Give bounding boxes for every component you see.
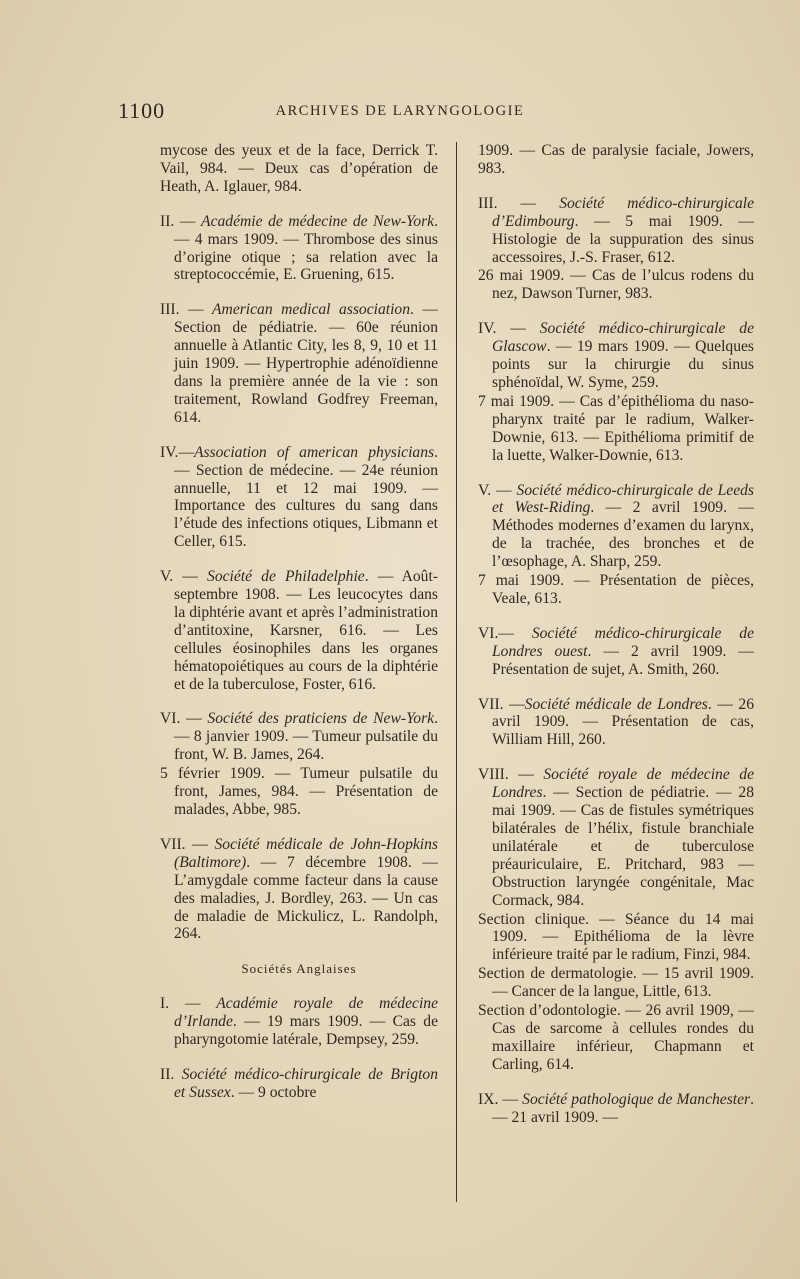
society-title: Académie royale de médecine d’Irlande xyxy=(174,995,438,1031)
entry-academie-new-york: II. — Académie de médecine de New-York. — 4 mars 1909. — Thrombose des sinus d’origine otique ; sa relation avec la streptococcémie, E. Gruening, 615. xyxy=(160,212,438,284)
entry-royale-londres: VIII. — Société royale de médecine de Londres. — Section de pédiatrie. — 28 mai 1909. — Cas de fistules symétriques bilatérales de l’hélix, fistule branchiale unilatérale et de tuberculose préauriculaire, E. Pritchard, 983 — Obstruction laryngée congénitale, Mac Cormack, 984. xyxy=(478,766,754,909)
entry-glascow-7-mai: 7 mai 1909. — Cas d’épithélioma du naso-pharynx traité par le radium, Walker-Downie, 613. — Epithélioma primitif de la luette, Walker-Downie, 613. xyxy=(478,392,754,464)
entry-association-american-physicians: IV.—Association of american physicians. — Section de médecine. — 24e réunion annuelle, 11 et 12 mai 1909. — Importance des cultures du sang dans l’étude des infections otiques, Libmann et Celler, 615. xyxy=(160,443,438,551)
entry-leeds-7-mai: 7 mai 1909. — Présentation de pièces, Veale, 613. xyxy=(478,572,754,607)
entry-john-hopkins: VII. — Société médicale de John-Hopkins (Baltimore). — 7 décembre 1908. — L’amygdale comme facteur dans la cause des maladies, J. Bordley, 263. — Un cas de maladie de Mickulicz, L. Randolph, 264. xyxy=(160,835,438,943)
entry-right-continuation: 1909. — Cas de paralysie faciale, Jowers, 983. xyxy=(478,142,754,177)
entry-manchester: IX. — Société pathologique de Manchester. — 21 avril 1909. — xyxy=(478,1090,755,1126)
section-heading-societes-anglaises: Sociétés Anglaises xyxy=(241,961,357,977)
column-divider xyxy=(456,142,457,1202)
society-title: Société médico-chirurgicale d’Edimbourg xyxy=(492,194,754,230)
right-column xyxy=(478,142,754,1127)
entry-section-odontologie: Section d’odontologie. — 26 avril 1909, — Cas de sarcome à cellules rondes du maxillaire inférieur, Chapmann et Carling, 614. xyxy=(478,1002,754,1073)
entry-glascow: IV. — Société médico-chirurgicale de Glascow. — 19 mars 1909. — Quelques points sur la chirurgie du sinus sphénoïdal, W. Syme, 259. xyxy=(478,320,754,391)
page-number: 1100 xyxy=(118,98,166,123)
entry-american-medical-association: III. — American medical association. — Section de pédiatrie. — 60e réunion annuelle à Atlantic City, les 8, 9, 10 et 11 juin 1909. — Hypertrophie adénoïdienne dans la première année de la vie : son traitement, Rowland Godfrey Freeman, 614. xyxy=(160,301,439,426)
entry-left-continuation: mycose des yeux et de la face, Derrick T. Vail, 984. — Deux cas d’opération de Heath, A. Iglauer, 984. xyxy=(160,142,438,195)
entry-praticiens-new-york-fevrier: 5 février 1909. — Tumeur pulsatile du front, James, 984. — Présentation de malades, Abbe, 985. xyxy=(160,765,438,818)
entry-section-dermatologie: Section de dermatologie. — 15 avril 1909. — Cancer de la langue, Little, 613. xyxy=(478,965,754,1001)
page-header xyxy=(0,98,800,128)
society-title: American medical association xyxy=(212,301,411,319)
left-column xyxy=(160,142,438,1102)
entry-praticiens-new-york: VI. — Société des praticiens de New-York. — 8 janvier 1909. — Tumeur pulsatile du front, W. B. James, 264. xyxy=(160,710,438,764)
running-title: ARCHIVES DE LARYNGOLOGIE xyxy=(275,103,525,119)
society-title: Société médico-chirurgicale de Glascow xyxy=(492,320,754,356)
society-title: Académie de médecine de New-York xyxy=(201,212,435,230)
society-title: Société de Philadelphie xyxy=(207,568,365,586)
entry-brigton-sussex: II. Société médico-chirurgicale de Brigton et Sussex. — 9 octobre xyxy=(160,1065,438,1101)
entry-leeds: V. — Société médico-chirurgicale de Leeds et West-Riding. — 2 avril 1909. — Méthodes modernes d’examen du larynx, de la trachée, des bronches et de l’œsophage, A. Sharp, 259. xyxy=(478,481,755,571)
society-title: Société médicale de John-Hopkins (Baltimore) xyxy=(174,835,438,871)
entry-section-clinique: Section clinique. — Séance du 14 mai 1909. — Epithélioma de la lèvre inférieure traité par le radium, Finzi, 984. xyxy=(478,910,754,964)
society-title: Société pathologique de Manchester xyxy=(522,1090,751,1108)
society-title: Société médico-chirurgicale de Leeds et West-Riding xyxy=(492,481,755,517)
entry-medicale-londres: VII. —Société médicale de Londres. — 26 avril 1909. — Présentation de cas, William Hill, 260. xyxy=(478,695,754,749)
society-title: Société médicale de Londres xyxy=(524,695,708,713)
entry-academie-irlande: I. — Académie royale de médecine d’Irlande. — 19 mars 1909. — Cas de pharyngotomie latérale, Dempsey, 259. xyxy=(160,995,438,1049)
society-title: Société royale de médecine de Londres xyxy=(492,766,754,802)
society-title: Association of american physicians xyxy=(193,443,435,461)
entry-edimbourg-26-mai: 26 mai 1909. — Cas de l’ulcus rodens du nez, Dawson Turner, 983. xyxy=(478,267,754,303)
entry-londres-ouest: VI.— Société médico-chirurgicale de Londres ouest. — 2 avril 1909. — Présentation de sujet, A. Smith, 260. xyxy=(478,624,755,678)
society-title: Société médico-chirurgicale de Londres ouest xyxy=(492,624,754,660)
entry-societe-philadelphie: V. — Société de Philadelphie. — Août-septembre 1908. — Les leucocytes dans la diphtérie avant et après l’administration d’antitoxine, Karsner, 616. — Les cellules éosinophiles dans les organes hématopoiétiques au cours de la diphtérie et de la tuberculose, Foster, 616. xyxy=(160,568,438,693)
society-title: Société médico-chirurgicale de Brigton et Sussex xyxy=(174,1065,438,1101)
society-title: Société des praticiens de New-York xyxy=(207,710,435,728)
entry-edimbourg: III. — Société médico-chirurgicale d’Edimbourg. — 5 mai 1909. — Histologie de la suppuration des sinus accessoires, J.-S. Fraser, 612. xyxy=(478,194,754,266)
